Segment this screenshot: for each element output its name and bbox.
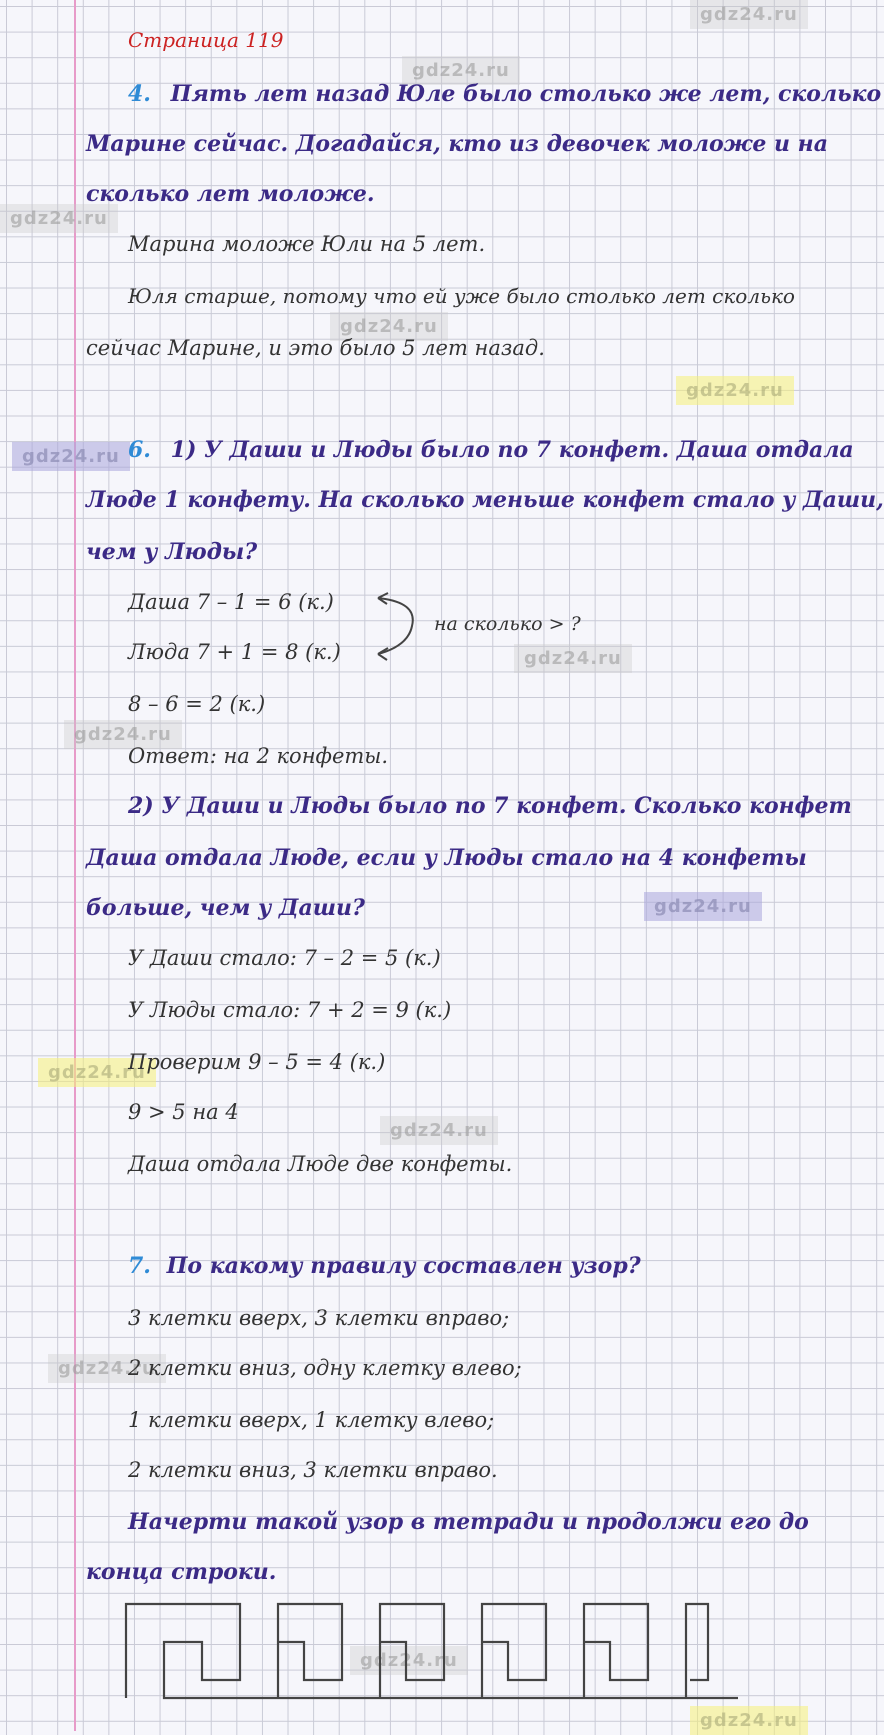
task-6-solution-3: 8 – 6 = 2 (к.) (128, 692, 266, 716)
task-6-line-2: Люде 1 конфету. На сколько меньше конфет стало у Даши, (86, 487, 884, 513)
watermark: gdz24.ru (380, 1116, 498, 1145)
watermark: gdz24.ru (514, 644, 632, 673)
task-7-number: 7. (128, 1253, 151, 1279)
task-7-question: По какому правилу составлен узор? (166, 1253, 641, 1279)
task-6-part2-line-3: больше, чем у Даши? (86, 895, 365, 921)
watermark: gdz24.ru (350, 1646, 468, 1675)
watermark: gdz24.ru (64, 720, 182, 749)
task-4-answer-2: Юля старше, потому что ей уже было столько лет сколько (128, 284, 795, 308)
task-6-line-3: чем у Люды? (86, 539, 258, 565)
task-6-part2-solution-4: 9 > 5 на 4 (128, 1100, 239, 1124)
task-6-part2-line-2: Даша отдала Люде, если у Люды стало на 4 конфеты (86, 845, 807, 871)
task-6-part2-solution-1: У Даши стало: 7 – 2 = 5 (к.) (128, 946, 441, 970)
watermark: gdz24.ru (38, 1058, 156, 1087)
task-4-answer-3: сейчас Марине, и это было 5 лет назад. (86, 336, 545, 360)
task-6-solution-4: Ответ: на 2 конфеты. (128, 744, 389, 768)
watermark: gdz24.ru (644, 892, 762, 921)
task-6-bracket-note: на сколько > ? (434, 613, 581, 635)
task-4-number: 4. (128, 81, 151, 107)
task-4-line-3: сколько лет моложе. (86, 181, 375, 207)
task-6-part2-solution-5: Даша отдала Люде две конфеты. (128, 1152, 513, 1176)
task-6-part2-solution-3: Проверим 9 – 5 = 4 (к.) (128, 1050, 386, 1074)
task-6-number: 6. (128, 437, 151, 463)
watermark: gdz24.ru (690, 1706, 808, 1735)
task-4-answer-1: Марина моложе Юли на 5 лет. (128, 232, 486, 256)
watermark: gdz24.ru (0, 204, 118, 233)
task-7-instruction-1: Начерти такой узор в тетради и продолжи его до (128, 1509, 809, 1535)
watermark: gdz24.ru (402, 56, 520, 85)
task-7-rule-3: 1 клетки вверх, 1 клетку влево; (128, 1408, 495, 1432)
task-4-text: Пять лет назад Юле было столько же лет, сколько (170, 81, 882, 107)
task-6-part2-line-1: 2) У Даши и Люды было по 7 конфет. Сколько конфет (128, 793, 852, 819)
watermark: gdz24.ru (330, 312, 448, 341)
task-7-rule-2: 2 клетки вниз, одну клетку влево; (128, 1356, 522, 1380)
watermark: gdz24.ru (690, 0, 808, 29)
task-6-solution-2: Люда 7 + 1 = 8 (к.) (128, 640, 341, 664)
task-6-part2-solution-2: У Люды стало: 7 + 2 = 9 (к.) (128, 998, 452, 1022)
task-7-rule-4: 2 клетки вниз, 3 клетки вправо. (128, 1458, 498, 1482)
task-7-rule-1: 3 клетки вверх, 3 клетки вправо; (128, 1306, 510, 1330)
task-4-line-2: Марине сейчас. Догадайся, кто из девочек моложе и на (86, 131, 828, 157)
task-7-instruction-2: конца строки. (86, 1559, 277, 1585)
task-6-text: 1) У Даши и Люды было по 7 конфет. Даша отдала (170, 437, 854, 463)
watermark: gdz24.ru (676, 376, 794, 405)
watermark: gdz24.ru (12, 442, 130, 471)
task-6-solution-1: Даша 7 – 1 = 6 (к.) (128, 590, 334, 614)
watermark: gdz24.ru (48, 1354, 166, 1383)
page-title: Страница 119 (128, 28, 284, 52)
